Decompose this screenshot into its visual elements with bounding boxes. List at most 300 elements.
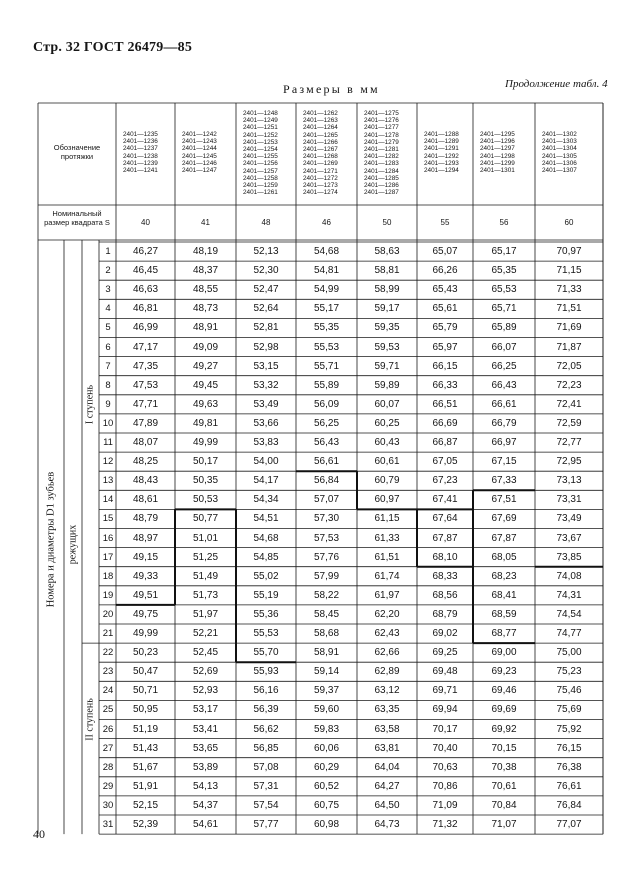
diameter-value: 76,84 [556,799,582,811]
tooth-number: 21 [102,628,114,639]
diameter-value: 66,87 [432,437,458,448]
diameter-value: 54,17 [253,475,279,487]
diameter-value: 56,85 [253,742,279,754]
diameter-value: 55,36 [253,608,279,620]
diameter-value: 59,89 [374,379,400,391]
diameter-value: 57,30 [313,513,340,525]
diameter-value: 56,61 [313,456,340,468]
tooth-number: 8 [105,379,111,391]
diameter-value: 73,85 [556,551,582,563]
diameter-value: 67,05 [432,456,458,468]
tooth-number: 29 [102,780,114,792]
diameter-value: 67,41 [432,494,458,506]
diameter-value: 56,43 [313,437,340,448]
diameter-value: 58,22 [313,589,340,601]
tooth-number: 13 [102,475,114,487]
diameter-value: 52,30 [253,265,279,277]
diameter-value: 50,23 [132,647,159,659]
tooth-number: 18 [102,570,114,582]
diameter-value: 54,68 [313,246,340,257]
tooth-number: 23 [102,666,114,678]
diameter-value: 61,15 [374,513,400,525]
nominal-size: 41 [201,218,210,227]
diameter-value: 67,87 [432,532,458,544]
diameter-value: 70,86 [432,780,458,792]
diameter-value: 63,81 [374,742,400,754]
diameter-value: 52,81 [253,322,279,334]
diameter-value: 71,07 [491,819,517,830]
diameter-value: 57,54 [253,799,279,811]
designation-codes: 2401—1295 2401—1296 2401—1297 2401—1298 2401—1299 2401—1301 [480,131,515,175]
diameter-value: 49,15 [132,551,159,563]
tooth-number: 17 [102,551,114,563]
diameter-value: 47,35 [132,360,159,372]
diameter-value: 48,97 [132,532,159,544]
stage-1-label: I ступень [84,384,96,425]
diameter-value: 53,66 [253,417,279,429]
diameter-value: 71,51 [556,303,582,315]
diameter-value: 69,94 [432,704,458,716]
diameter-value: 60,07 [374,398,400,410]
tooth-number: 1 [105,246,111,257]
nominal-size: 48 [261,218,271,227]
designation-codes: 2401—1302 2401—1303 2401—1304 2401—1305 2401—1306 2401—1307 [542,131,577,175]
nominal-size: 60 [564,218,574,227]
diameter-value: 57,31 [253,780,279,792]
diameter-value: 57,07 [313,494,340,506]
tooth-number: 14 [102,494,114,506]
diameter-value: 76,38 [556,761,582,773]
diameter-value: 47,53 [132,379,159,391]
diameter-value: 51,67 [132,761,159,773]
diameter-value: 53,15 [253,360,279,372]
diameter-value: 46,27 [132,246,159,257]
diameter-value: 65,17 [491,246,517,257]
diameter-value: 58,45 [313,608,340,620]
diameter-value: 66,61 [491,398,517,410]
tooth-number: 6 [105,341,111,353]
tooth-number: 22 [102,647,114,659]
diameter-value: 48,91 [192,322,219,334]
diameter-value: 72,41 [556,398,582,410]
diameter-value: 71,09 [432,799,458,811]
diameter-value: 67,64 [432,513,458,525]
tooth-number: 16 [102,532,114,544]
tooth-number: 12 [102,456,114,468]
diameter-value: 60,75 [313,799,340,811]
diameter-value: 66,43 [491,379,517,391]
diameter-value: 58,81 [374,265,400,277]
tooth-number: 7 [105,360,111,372]
diameter-value: 71,15 [556,265,582,277]
diameter-value: 69,92 [491,723,517,735]
diameter-value: 48,43 [132,475,159,487]
diameter-value: 76,15 [556,742,582,754]
nominal-size: 46 [322,218,331,227]
tooth-number: 9 [105,398,111,410]
diameter-value: 54,61 [192,819,219,830]
diameter-value: 60,29 [313,761,340,773]
diameter-value: 70,15 [491,742,517,754]
nominal-size: 40 [141,218,150,227]
diameter-value: 69,48 [432,666,458,678]
diameter-value: 49,99 [132,628,159,639]
diameter-value: 47,71 [132,398,159,410]
diameter-value: 66,25 [491,360,517,372]
diameter-value: 70,17 [432,723,458,735]
diameter-value: 60,25 [374,417,400,429]
diameter-value: 71,32 [432,819,458,830]
diameter-value: 49,81 [192,417,219,429]
page-ref: Стр. 32 [33,40,81,55]
diameter-value: 66,33 [432,379,458,391]
diameter-value: 72,77 [556,437,582,448]
diameter-value: 64,27 [374,780,400,792]
tooth-number: 20 [102,608,114,620]
diameter-value: 51,01 [192,532,219,544]
diameter-value: 52,69 [192,666,219,678]
designation-codes: 2401—1242 2401—1243 2401—1244 2401—1245 2401—1246 2401—1247 [182,131,217,175]
diameter-value: 59,60 [313,704,340,716]
diameter-value: 65,53 [491,284,517,296]
diameter-value: 52,13 [253,246,279,257]
diameter-value: 57,77 [253,819,279,830]
tooth-number: 30 [102,799,114,811]
tooth-number: 19 [102,589,114,601]
diameter-value: 63,12 [374,685,400,697]
diameter-value: 73,13 [556,475,582,487]
units-subtitle: Размеры в мм [283,82,380,96]
diameter-value: 60,43 [374,437,400,448]
diameter-value: 49,63 [192,398,219,410]
diameter-value: 76,61 [556,780,582,792]
diameter-value: 68,23 [491,570,517,582]
diameter-value: 52,39 [132,819,159,830]
diameter-value: 53,32 [253,379,279,391]
diameter-value: 73,67 [556,532,582,544]
diameter-value: 50,95 [132,704,159,716]
diameter-value: 47,17 [132,341,159,353]
diameter-value: 50,47 [132,666,159,678]
tooth-number: 4 [105,303,111,315]
diameter-value: 52,64 [253,303,279,315]
diameter-value: 51,97 [192,608,219,620]
diameter-value: 59,71 [374,360,400,372]
diameter-value: 72,59 [556,417,582,429]
table-continuation: Продолжение табл. 4 [505,78,608,90]
diameter-value: 60,98 [313,819,340,830]
diameter-value: 68,77 [491,628,517,639]
diameter-value: 62,89 [374,666,400,678]
diameter-value: 48,55 [192,284,219,296]
diameter-value: 66,51 [432,398,458,410]
page-number: 40 [33,827,45,841]
diameter-value: 66,69 [432,417,458,429]
diameter-value: 49,09 [192,341,219,353]
diameter-value: 65,43 [432,284,458,296]
diameter-value: 52,45 [192,647,219,659]
diameter-value: 63,35 [374,704,400,716]
diameter-value: 55,19 [253,589,279,601]
diameter-value: 50,53 [192,494,219,506]
diameter-value: 48,61 [132,494,159,506]
diameter-value: 64,50 [374,799,400,811]
diameter-value: 52,21 [192,628,219,639]
diameter-value: 68,56 [432,589,458,601]
diameter-value: 69,00 [491,647,517,659]
designation-codes: 2401—1288 2401—1289 2401—1291 2401—1292 2401—1293 2401—1294 [424,131,459,175]
diameter-value: 62,20 [374,608,400,620]
diameter-value: 50,71 [132,685,159,697]
tooth-number: 3 [105,284,111,296]
tooth-number: 11 [103,437,113,448]
tooth-number: 28 [102,761,114,773]
diameter-value: 75,69 [556,704,582,716]
diameter-value: 55,89 [313,379,340,391]
diameter-value: 65,35 [491,265,517,277]
diameter-value: 75,00 [556,647,582,659]
diameter-value: 73,49 [556,513,582,525]
diameter-value: 52,47 [253,284,279,296]
diameter-value: 67,23 [432,475,458,487]
diameter-value: 69,71 [432,685,458,697]
diameter-value: 55,53 [253,628,279,639]
diameter-value: 54,51 [253,513,279,525]
diameter-value: 72,95 [556,456,582,468]
diameter-value: 66,97 [491,437,517,448]
diameter-value: 65,79 [432,322,458,334]
diameter-value: 56,25 [313,417,340,429]
diameter-value: 69,25 [432,647,458,659]
diameter-value: 55,35 [313,322,340,334]
diameter-value: 60,61 [374,456,400,468]
diameter-value: 48,25 [132,456,159,468]
diameter-value: 59,35 [374,322,400,334]
diameter-value: 46,45 [132,265,159,277]
diameter-value: 56,84 [313,475,340,487]
diameter-value: 58,91 [313,647,340,659]
diameter-value: 72,23 [556,379,582,391]
diameter-value: 47,89 [132,417,159,429]
diameter-value: 54,68 [253,532,279,544]
nominal-size-label: Номинальный размер квадрата S [44,209,110,227]
diameter-value: 61,97 [374,589,400,601]
diameter-value: 70,63 [432,761,458,773]
diameter-value: 53,83 [253,437,279,448]
nominal-size: 50 [382,218,392,227]
tooth-number: 26 [102,723,114,735]
diameter-value: 57,76 [313,551,340,563]
diameter-value: 59,37 [313,685,340,697]
diameter-value: 54,85 [253,551,279,563]
diameter-value: 56,16 [253,685,279,697]
diameter-value: 53,49 [253,398,279,410]
diameter-value: 70,97 [556,246,582,257]
diameter-value: 49,33 [132,570,159,582]
diameter-value: 69,69 [491,704,517,716]
diameter-value: 54,13 [192,780,219,792]
diameter-value: 66,79 [491,417,517,429]
diameter-value: 62,66 [374,647,400,659]
designation-codes: 2401—1248 2401—1249 2401—1251 2401—1252 2401—1253 2401—1254 2401—1255 2401—1256 2401—1257 2401—1258 2401—1259 2401—1261 [243,110,278,197]
diameter-value: 60,79 [374,475,400,487]
diameter-value: 65,61 [432,303,458,315]
diameter-value: 68,59 [491,608,517,620]
diameter-value: 71,69 [556,322,582,334]
diameter-value: 68,10 [432,551,458,563]
diameter-value: 75,23 [556,666,582,678]
diameter-value: 70,61 [491,780,517,792]
diameter-value: 54,34 [253,494,279,506]
diameter-value: 60,52 [313,780,340,792]
diameter-value: 55,02 [253,570,279,582]
diameter-value: 67,15 [491,456,517,468]
diameter-value: 49,51 [132,589,159,601]
diameter-value: 67,51 [491,494,517,506]
diameter-value: 61,74 [374,570,400,582]
diameter-value: 59,83 [313,723,340,735]
diameter-value: 69,23 [491,666,517,678]
diameter-value: 74,08 [556,570,582,582]
diameter-value: 55,17 [313,303,340,315]
diameter-value: 68,41 [491,589,517,601]
diameter-value: 58,99 [374,284,400,296]
diameter-value: 52,15 [132,799,159,811]
diameter-value: 63,58 [374,723,400,735]
diameter-value: 68,79 [432,608,458,620]
nominal-size: 56 [499,218,509,227]
diameter-value: 46,63 [132,284,159,296]
diameter-value: 48,07 [132,437,159,448]
diameter-value: 69,46 [491,685,517,697]
diameter-value: 57,99 [313,570,340,582]
diameter-value: 46,81 [132,303,159,315]
diameter-value: 54,81 [313,265,340,277]
designation-codes: 2401—1275 2401—1276 2401—1277 2401—1278 2401—1279 2401—1281 2401—1282 2401—1283 2401—1284 2401—1285 2401—1286 2401—1287 [364,110,399,197]
diameter-value: 50,77 [192,513,219,525]
nominal-size: 55 [440,218,450,227]
diameter-value: 69,02 [432,628,458,639]
diameter-value: 55,53 [313,341,340,353]
diameter-value: 49,75 [132,608,159,620]
diameter-value: 50,17 [192,456,219,468]
diameter-value: 51,25 [192,551,219,563]
diameter-value: 67,69 [491,513,517,525]
diameter-value: 59,14 [313,666,340,678]
diameter-value: 48,73 [192,303,219,315]
diameter-value: 51,49 [192,570,219,582]
diameter-value: 74,31 [556,589,582,601]
diameter-value: 68,05 [491,551,517,563]
diameter-value: 61,33 [374,532,400,544]
diameter-value: 48,79 [132,513,159,525]
diameter-value: 50,35 [192,475,219,487]
diameter-value: 54,99 [313,284,340,296]
diameter-value: 58,68 [313,628,340,639]
diameter-value: 65,89 [491,322,517,334]
diameter-value: 49,27 [192,360,219,372]
diameter-value: 75,92 [556,723,582,735]
diameter-value: 68,33 [432,570,458,582]
diameter-value: 60,97 [374,494,400,506]
diameter-value: 62,43 [374,628,400,639]
tooth-number: 2 [105,265,111,277]
diameter-value: 66,07 [491,341,517,353]
diameter-value: 73,31 [556,494,582,506]
diameter-value: 49,45 [192,379,219,391]
diameter-value: 60,06 [313,742,340,754]
diameter-value: 46,99 [132,322,159,334]
diameter-value: 77,07 [556,819,582,830]
designation-label: Обозначение протяжки [53,143,101,161]
diameter-value: 56,39 [253,704,279,716]
diameter-value: 70,38 [491,761,517,773]
tooth-number: 31 [102,819,114,830]
diameter-value: 71,87 [556,341,582,353]
diameter-value: 55,93 [253,666,279,678]
diameter-value: 59,53 [374,341,400,353]
diameter-value: 51,73 [192,589,219,601]
axis-label: Номера и диаметры D1 зубьев [45,471,57,608]
diameter-value: 48,37 [192,265,219,277]
diameter-value: 67,33 [491,475,517,487]
tooth-number: 15 [102,513,114,525]
designation-codes: 2401—1235 2401—1236 2401—1237 2401—1238 2401—1239 2401—1241 [123,131,158,175]
diameter-value: 56,09 [313,398,340,410]
tooth-number: 10 [102,417,114,429]
diameter-value: 65,71 [491,303,517,315]
diameter-value: 56,62 [253,723,279,735]
diameter-value: 53,89 [192,761,219,773]
diameter-value: 75,46 [556,685,582,697]
diameter-value: 57,08 [253,761,279,773]
diameter-value: 65,97 [432,341,458,353]
diameter-value: 64,04 [374,761,400,773]
diameter-value: 51,43 [132,742,159,754]
diameter-value: 48,19 [192,246,219,257]
diameter-value: 51,91 [132,780,159,792]
standard-number: ГОСТ 26479—85 [83,40,193,55]
tooth-number: 5 [105,322,111,334]
diameter-value: 53,65 [192,742,219,754]
tooth-number: 25 [102,704,114,716]
diameter-value: 70,40 [432,742,458,754]
diameter-value: 49,99 [192,437,219,448]
diameter-value: 64,73 [374,819,400,830]
diameter-value: 70,84 [491,799,517,811]
diameter-value: 53,41 [192,723,219,735]
diameter-value: 74,54 [556,608,582,620]
diameter-value: 61,51 [374,551,400,563]
designation-codes: 2401—1262 2401—1263 2401—1264 2401—1265 2401—1266 2401—1267 2401—1268 2401—1269 2401—1271 2401—1272 2401—1273 2401—1274 [303,110,338,197]
diameter-value: 74,77 [556,628,582,639]
diameter-value: 67,87 [491,532,517,544]
diameter-value: 57,53 [313,532,340,544]
tooth-number: 27 [102,742,114,754]
diameter-value: 54,00 [253,456,279,468]
diameter-value: 52,93 [192,685,219,697]
diameter-value: 59,17 [374,303,400,315]
tooth-number: 24 [102,685,114,697]
diameter-value: 66,15 [432,360,458,372]
diameter-value: 71,33 [556,284,582,296]
diameter-value: 66,26 [432,265,458,277]
diameter-value: 58,63 [374,246,400,257]
diameter-value: 65,07 [432,246,458,257]
diameter-value: 51,19 [132,723,159,735]
diameter-value: 72,05 [556,360,582,372]
diameter-value: 52,98 [253,341,279,353]
